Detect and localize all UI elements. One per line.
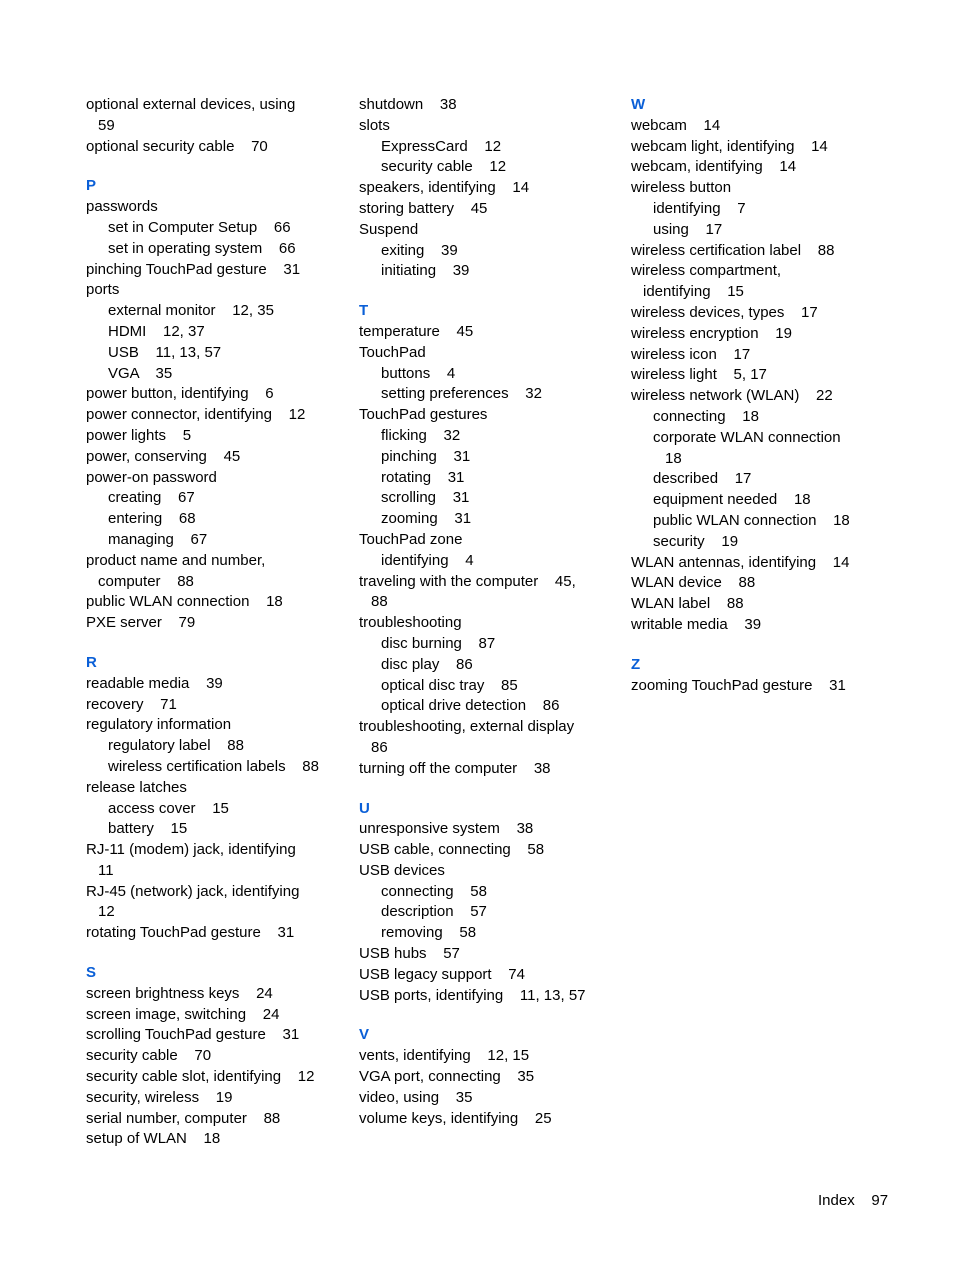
index-subentry: USB 11, 13, 57	[108, 343, 222, 361]
index-entry-continuation: 12	[98, 903, 115, 921]
index-subentry: scrolling 31	[381, 489, 470, 507]
index-entry: writable media 39	[631, 615, 762, 633]
index-entry: wireless encryption 19	[631, 324, 792, 342]
index-subentry: VGA 35	[108, 364, 173, 382]
index-subentry: public WLAN connection 18	[653, 511, 850, 529]
index-column-3	[631, 95, 893, 696]
index-entry-continuation: computer 88	[98, 572, 194, 590]
section-letter: S	[86, 964, 97, 982]
index-subentry: equipment needed 18	[653, 491, 811, 509]
index-entry: rotating TouchPad gesture 31	[86, 924, 295, 942]
index-entry: webcam, identifying 14	[631, 158, 797, 176]
index-subentry: optical disc tray 85	[381, 676, 518, 694]
index-entry: shutdown 38	[359, 96, 457, 113]
index-subentry: entering 68	[108, 510, 196, 528]
index-subentry: corporate WLAN connection	[653, 428, 841, 446]
index-entry: WLAN label 88	[631, 595, 744, 613]
index-entry: webcam light, identifying 14	[631, 137, 828, 155]
index-entry: product name and number,	[86, 551, 266, 569]
index-entry: setup of WLAN 18	[86, 1130, 221, 1148]
index-entry: screen image, switching 24	[86, 1005, 280, 1023]
index-subentry: wireless certification labels 88	[108, 757, 319, 775]
index-entry: power-on password	[86, 468, 217, 486]
index-entry: USB hubs 57	[359, 945, 460, 963]
index-subentry: disc burning 87	[381, 634, 496, 652]
index-subentry: described 17	[653, 470, 752, 488]
index-entry: power lights 5	[86, 426, 192, 444]
index-entry: WLAN device 88	[631, 574, 756, 592]
section-letter: U	[359, 799, 370, 817]
section-letter: T	[359, 302, 369, 320]
index-subentry: security cable 12	[381, 158, 507, 176]
index-subentry: using 17	[653, 220, 723, 238]
index-entry: security cable 70	[86, 1047, 212, 1065]
index-entry: screen brightness keys 24	[86, 984, 273, 1002]
index-subentry: managing 67	[108, 530, 208, 548]
index-entry: optional external devices, using	[86, 96, 296, 113]
index-entry: video, using 35	[359, 1088, 473, 1106]
index-subentry: zooming 31	[381, 510, 472, 528]
index-entry: pinching TouchPad gesture 31	[86, 260, 301, 278]
index-entry: regulatory information	[86, 716, 232, 734]
index-entry: troubleshooting	[359, 614, 462, 632]
section-letter: R	[86, 653, 97, 671]
footer-label: Index	[818, 1192, 855, 1209]
index-entry: PXE server 79	[86, 614, 196, 632]
index-subentry: set in operating system 66	[108, 239, 296, 257]
index-subentry: regulatory label 88	[108, 737, 244, 755]
index-subentry: exiting 39	[381, 241, 458, 259]
index-subentry-continuation: 18	[665, 449, 682, 467]
index-subentry: set in Computer Setup 66	[108, 218, 291, 236]
index-entry: storing battery 45	[359, 199, 488, 217]
section-letter: W	[631, 96, 646, 113]
index-entry: troubleshooting, external display	[359, 718, 575, 736]
index-entry: wireless certification label 88	[631, 241, 835, 259]
index-entry: turning off the computer 38	[359, 759, 551, 777]
index-entry: RJ-45 (network) jack, identifying	[86, 882, 300, 900]
index-entry: Suspend	[359, 220, 419, 238]
index-entry: power button, identifying 6	[86, 385, 274, 403]
index-entry: wireless compartment,	[631, 262, 782, 280]
index-entry-continuation: 88	[371, 593, 388, 611]
index-subentry: pinching 31	[381, 447, 471, 465]
index-entry: power, conserving 45	[86, 447, 241, 465]
index-subentry: rotating 31	[381, 468, 465, 486]
index-subentry: connecting 58	[381, 882, 487, 900]
index-entry: VGA port, connecting 35	[359, 1068, 535, 1086]
index-entry: wireless network (WLAN) 22	[631, 387, 833, 405]
index-entry: TouchPad zone	[359, 530, 463, 548]
index-entry: slots	[359, 116, 390, 134]
index-entry: security cable slot, identifying 12	[86, 1068, 315, 1086]
index-entry: webcam 14	[631, 116, 721, 134]
index-entry: ports	[86, 281, 120, 299]
index-entry: USB legacy support 74	[359, 965, 525, 983]
index-subentry: identifying 7	[653, 199, 746, 217]
index-entry-continuation: 11	[98, 861, 114, 879]
index-entry-continuation: 86	[371, 738, 388, 756]
index-entry: temperature 45	[359, 322, 474, 340]
index-entry-continuation: 59	[98, 116, 115, 134]
index-subentry: description 57	[381, 903, 487, 921]
index-subentry: security 19	[653, 532, 739, 550]
index-entry: USB cable, connecting 58	[359, 841, 545, 859]
index-entry: wireless icon 17	[631, 345, 751, 363]
index-subentry: ExpressCard 12	[381, 137, 502, 155]
index-column-2	[359, 95, 621, 1129]
index-subentry: buttons 4	[381, 364, 456, 382]
index-column-1	[86, 95, 348, 1150]
index-entry: wireless light 5, 17	[631, 366, 767, 384]
index-entry: volume keys, identifying 25	[359, 1109, 552, 1127]
index-entry: USB devices	[359, 861, 445, 879]
index-entry: power connector, identifying 12	[86, 406, 306, 424]
index-entry: USB ports, identifying 11, 13, 57	[359, 986, 586, 1004]
index-entry: TouchPad gestures	[359, 406, 488, 424]
index-entry-continuation: identifying 15	[643, 283, 744, 301]
index-subentry: identifying 4	[381, 551, 474, 569]
index-subentry: setting preferences 32	[381, 385, 542, 403]
page-number: 97	[871, 1192, 889, 1209]
index-entry: RJ-11 (modem) jack, identifying	[86, 841, 296, 859]
section-letter: P	[86, 177, 97, 195]
index-subentry: initiating 39	[381, 262, 470, 280]
index-entry: public WLAN connection 18	[86, 593, 283, 611]
index-subentry: optical drive detection 86	[381, 697, 560, 715]
index-entry: recovery 71	[86, 695, 177, 713]
index-entry: vents, identifying 12, 15	[359, 1047, 530, 1065]
index-entry: optional security cable 70	[86, 137, 268, 155]
index-entry: security, wireless 19	[86, 1088, 233, 1106]
index-subentry: HDMI 12, 37	[108, 322, 205, 340]
index-entry: traveling with the computer 45,	[359, 572, 576, 590]
index-entry: passwords	[86, 198, 158, 216]
index-subentry: battery 15	[108, 820, 188, 838]
index-entry: serial number, computer 88	[86, 1109, 281, 1127]
section-letter: Z	[631, 655, 641, 673]
index-entry: speakers, identifying 14	[359, 179, 530, 197]
index-entry: readable media 39	[86, 674, 223, 692]
index-entry: release latches	[86, 778, 187, 796]
index-entry: wireless button	[631, 179, 732, 197]
index-entry: zooming TouchPad gesture 31	[631, 676, 846, 694]
index-entry: TouchPad	[359, 343, 426, 361]
index-entry: unresponsive system 38	[359, 820, 534, 838]
page-footer	[818, 1191, 888, 1211]
index-entry: scrolling TouchPad gesture 31	[86, 1026, 300, 1044]
index-subentry: removing 58	[381, 924, 477, 942]
index-subentry: flicking 32	[381, 426, 461, 444]
index-entry: WLAN antennas, identifying 14	[631, 553, 850, 571]
section-letter: V	[359, 1026, 370, 1044]
index-subentry: disc play 86	[381, 655, 473, 673]
index-subentry: access cover 15	[108, 799, 229, 817]
index-entry: wireless devices, types 17	[631, 303, 818, 321]
index-subentry: connecting 18	[653, 407, 759, 425]
index-subentry: external monitor 12, 35	[108, 302, 274, 320]
index-subentry: creating 67	[108, 489, 195, 507]
